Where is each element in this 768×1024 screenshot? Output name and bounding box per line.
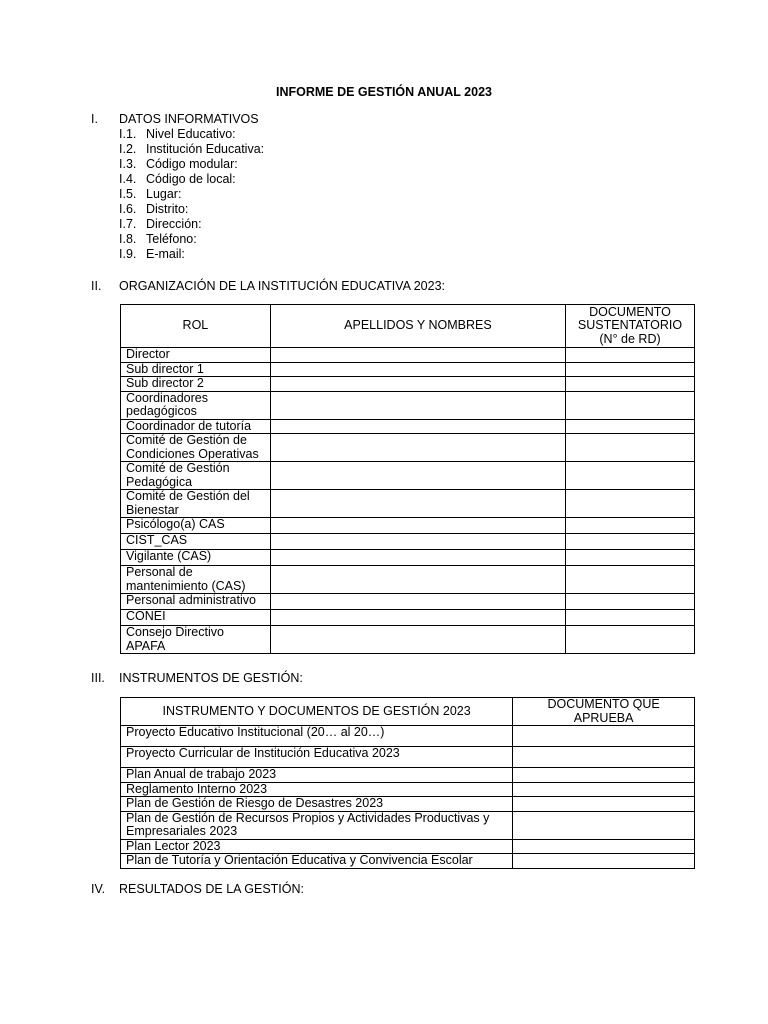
empty-cell[interactable] bbox=[270, 348, 565, 363]
empty-cell[interactable] bbox=[566, 518, 695, 534]
item-label: Institución Educativa: bbox=[146, 142, 265, 156]
rol-cell: Comité de Gestión Pedagógica bbox=[121, 462, 271, 490]
empty-cell[interactable] bbox=[566, 462, 695, 490]
empty-cell[interactable] bbox=[270, 391, 565, 419]
list-item bbox=[119, 217, 264, 232]
section-3-heading bbox=[91, 671, 303, 686]
item-number: I.2. bbox=[119, 142, 137, 156]
empty-cell[interactable] bbox=[270, 566, 565, 594]
empty-cell[interactable] bbox=[270, 419, 565, 434]
item-number: I.4. bbox=[119, 172, 137, 186]
section-1-number: I. bbox=[91, 112, 98, 126]
empty-cell[interactable] bbox=[566, 534, 695, 550]
empty-cell[interactable] bbox=[270, 490, 565, 518]
item-number: I.8. bbox=[119, 232, 137, 246]
empty-cell[interactable] bbox=[513, 747, 695, 768]
column-header-documento: DOCUMENTO SUSTENTATORIO (N° de RD) bbox=[566, 305, 695, 348]
table-row bbox=[121, 550, 695, 566]
table-row bbox=[121, 534, 695, 550]
table-header-row bbox=[121, 698, 695, 726]
table-header-row bbox=[121, 305, 695, 348]
empty-cell[interactable] bbox=[270, 518, 565, 534]
instrumentos-table bbox=[120, 697, 695, 869]
empty-cell[interactable] bbox=[513, 782, 695, 797]
table-row bbox=[121, 854, 695, 869]
instrumento-cell: Reglamento Interno 2023 bbox=[121, 782, 513, 797]
item-label: Código de local: bbox=[146, 172, 236, 186]
item-number: I.5. bbox=[119, 187, 137, 201]
empty-cell[interactable] bbox=[513, 811, 695, 839]
rol-cell: Personal de mantenimiento (CAS) bbox=[121, 566, 271, 594]
list-item bbox=[119, 232, 264, 247]
section-4-number: IV. bbox=[91, 882, 106, 896]
rol-cell: Vigilante (CAS) bbox=[121, 550, 271, 566]
item-number: I.7. bbox=[119, 217, 137, 231]
empty-cell[interactable] bbox=[566, 594, 695, 610]
column-header-rol: ROL bbox=[121, 305, 271, 348]
rol-cell: Director bbox=[121, 348, 271, 363]
empty-cell[interactable] bbox=[566, 490, 695, 518]
empty-cell[interactable] bbox=[270, 534, 565, 550]
empty-cell[interactable] bbox=[513, 854, 695, 869]
empty-cell[interactable] bbox=[270, 434, 565, 462]
rol-cell: Sub director 1 bbox=[121, 362, 271, 377]
empty-cell[interactable] bbox=[270, 377, 565, 392]
table-row bbox=[121, 419, 695, 434]
table-row bbox=[121, 377, 695, 392]
item-number: I.3. bbox=[119, 157, 137, 171]
empty-cell[interactable] bbox=[270, 462, 565, 490]
empty-cell[interactable] bbox=[270, 362, 565, 377]
table-row bbox=[121, 490, 695, 518]
empty-cell[interactable] bbox=[566, 610, 695, 626]
section-2-heading bbox=[91, 279, 445, 294]
section-1-heading bbox=[91, 112, 259, 127]
table-row bbox=[121, 811, 695, 839]
list-item bbox=[119, 142, 264, 157]
instrumento-cell: Plan de Tutoría y Orientación Educativa y Convivencia Escolar bbox=[121, 854, 513, 869]
instrumento-cell: Plan de Gestión de Recursos Propios y Actividades Productivas y Empresariales 2023 bbox=[121, 811, 513, 839]
item-label: E-mail: bbox=[146, 247, 185, 261]
list-item bbox=[119, 172, 264, 187]
list-item bbox=[119, 202, 264, 217]
instrumento-cell: Plan de Gestión de Riesgo de Desastres 2023 bbox=[121, 797, 513, 812]
item-label: Lugar: bbox=[146, 187, 182, 201]
column-header-instrumento: INSTRUMENTO Y DOCUMENTOS DE GESTIÓN 2023 bbox=[121, 698, 513, 726]
table-row bbox=[121, 391, 695, 419]
column-header-apellidos: APELLIDOS Y NOMBRES bbox=[270, 305, 565, 348]
item-number: I.9. bbox=[119, 247, 137, 261]
empty-cell[interactable] bbox=[566, 566, 695, 594]
table-row bbox=[121, 782, 695, 797]
rol-cell: Personal administrativo bbox=[121, 594, 271, 610]
list-item bbox=[119, 247, 264, 262]
table-row bbox=[121, 348, 695, 363]
table-row bbox=[121, 610, 695, 626]
rol-cell: CIST_CAS bbox=[121, 534, 271, 550]
rol-cell: Consejo Directivo APAFA bbox=[121, 626, 271, 654]
organizacion-table bbox=[120, 304, 695, 654]
empty-cell[interactable] bbox=[566, 550, 695, 566]
section-4-label: RESULTADOS DE LA GESTIÓN: bbox=[119, 882, 304, 896]
section-2-number: II. bbox=[91, 279, 102, 293]
empty-cell[interactable] bbox=[513, 839, 695, 854]
rol-cell: CONEI bbox=[121, 610, 271, 626]
rol-cell: Coordinadores pedagógicos bbox=[121, 391, 271, 419]
item-label: Dirección: bbox=[146, 217, 202, 231]
document-title: INFORME DE GESTIÓN ANUAL 2023 bbox=[275, 85, 492, 99]
item-label: Nivel Educativo: bbox=[146, 127, 236, 141]
rol-cell: Coordinador de tutoría bbox=[121, 419, 271, 434]
empty-cell[interactable] bbox=[566, 377, 695, 392]
table-row bbox=[121, 626, 695, 654]
table-row bbox=[121, 462, 695, 490]
table-row bbox=[121, 747, 695, 768]
empty-cell[interactable] bbox=[270, 610, 565, 626]
table-row bbox=[121, 768, 695, 783]
empty-cell[interactable] bbox=[566, 391, 695, 419]
item-number: I.1. bbox=[119, 127, 137, 141]
section-3-number: III. bbox=[91, 671, 105, 685]
empty-cell[interactable] bbox=[270, 594, 565, 610]
empty-cell[interactable] bbox=[566, 348, 695, 363]
table-row bbox=[121, 434, 695, 462]
item-number: I.6. bbox=[119, 202, 137, 216]
rol-cell: Comité de Gestión del Bienestar bbox=[121, 490, 271, 518]
list-item bbox=[119, 187, 264, 202]
empty-cell[interactable] bbox=[270, 550, 565, 566]
column-header-documento-aprueba: DOCUMENTO QUE APRUEBA bbox=[513, 698, 695, 726]
table-row bbox=[121, 362, 695, 377]
table-row bbox=[121, 594, 695, 610]
table-row bbox=[121, 839, 695, 854]
empty-cell[interactable] bbox=[566, 362, 695, 377]
instrumento-cell: Proyecto Educativo Institucional (20… al 20…) bbox=[121, 726, 513, 747]
table-row bbox=[121, 797, 695, 812]
section-3-label: INSTRUMENTOS DE GESTIÓN: bbox=[119, 671, 303, 685]
empty-cell[interactable] bbox=[270, 626, 565, 654]
empty-cell[interactable] bbox=[566, 626, 695, 654]
table-row bbox=[121, 726, 695, 747]
rol-cell: Comité de Gestión de Condiciones Operativas bbox=[121, 434, 271, 462]
empty-cell[interactable] bbox=[566, 419, 695, 434]
section-1-label: DATOS INFORMATIVOS bbox=[119, 112, 259, 126]
rol-cell: Sub director 2 bbox=[121, 377, 271, 392]
instrumento-cell: Plan Lector 2023 bbox=[121, 839, 513, 854]
list-item bbox=[119, 127, 264, 142]
instrumento-cell: Plan Anual de trabajo 2023 bbox=[121, 768, 513, 783]
item-label: Distrito: bbox=[146, 202, 189, 216]
empty-cell[interactable] bbox=[513, 797, 695, 812]
empty-cell[interactable] bbox=[566, 434, 695, 462]
section-2-label: ORGANIZACIÓN DE LA INSTITUCIÓN EDUCATIVA 2023: bbox=[119, 279, 445, 293]
item-label: Código modular: bbox=[146, 157, 238, 171]
table-row bbox=[121, 566, 695, 594]
list-item bbox=[119, 157, 264, 172]
empty-cell[interactable] bbox=[513, 726, 695, 747]
section-4-heading bbox=[91, 882, 304, 897]
empty-cell[interactable] bbox=[513, 768, 695, 783]
table-row bbox=[121, 518, 695, 534]
instrumento-cell: Proyecto Curricular de Institución Educativa 2023 bbox=[121, 747, 513, 768]
item-label: Teléfono: bbox=[146, 232, 197, 246]
rol-cell: Psicólogo(a) CAS bbox=[121, 518, 271, 534]
datos-informativos-list bbox=[119, 127, 264, 262]
